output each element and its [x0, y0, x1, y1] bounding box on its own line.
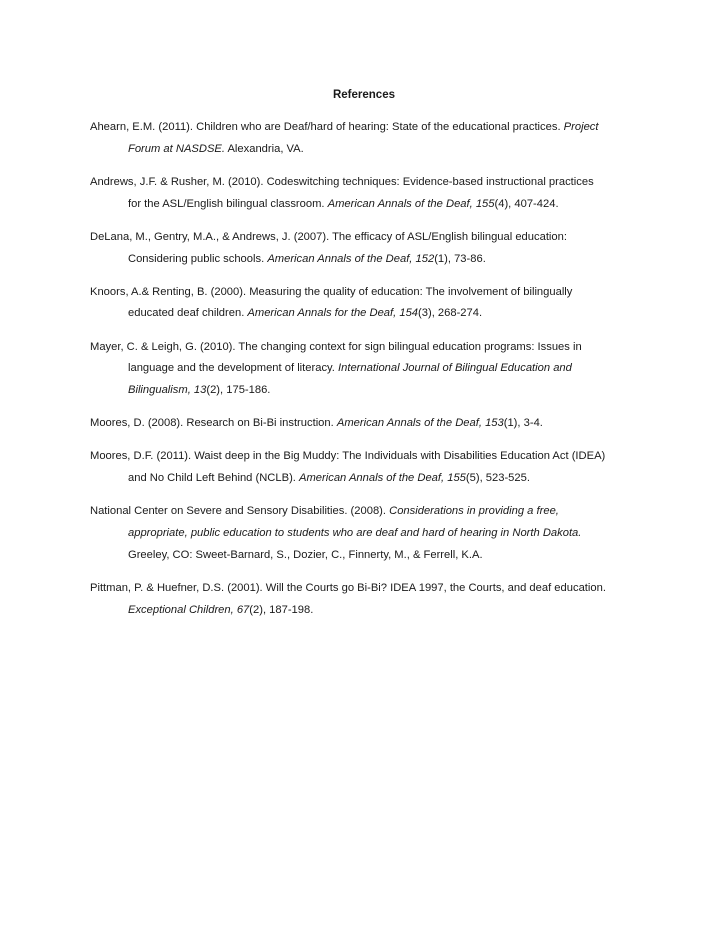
- reference-italic-text: appropriate, public education to students who are deaf and hard of hearing in North Dakota.: [128, 527, 582, 540]
- reference-entry: [90, 227, 650, 270]
- reference-italic-text: Forum at NASDSE.: [128, 142, 225, 155]
- reference-text: Knoors, A.& Renting, B. (2000). Measuring the quality of education: The involvement of bilingually: [90, 285, 573, 298]
- reference-line: [128, 600, 650, 622]
- reference-text: (5), 523-525.: [465, 472, 530, 485]
- reference-text: educated deaf children.: [128, 307, 248, 320]
- reference-list: [90, 117, 650, 633]
- reference-text: Pittman, P. & Huefner, D.S. (2001). Will the Courts go Bi-Bi? IDEA 1997, the Courts, and deaf education.: [90, 581, 606, 594]
- reference-italic-text: International Journal of Bilingual Education and: [338, 362, 572, 375]
- reference-entry: [90, 501, 650, 566]
- reference-italic-text: Bilingualism, 13: [128, 384, 207, 397]
- reference-text: language and the development of literacy.: [128, 362, 339, 375]
- reference-italic-text: American Annals of the Deaf, 153: [336, 417, 504, 430]
- reference-entry: [90, 172, 650, 215]
- reference-line: [90, 117, 650, 139]
- reference-line: [128, 303, 650, 325]
- reference-entry: [90, 446, 650, 489]
- reference-line: [90, 172, 650, 194]
- reference-text: for the ASL/English bilingual classroom.: [128, 197, 328, 210]
- reference-italic-text: Project: [563, 121, 599, 133]
- reference-text: Moores, D.F. (2011). Waist deep in the Big Muddy: The Individuals with Disabilities Education Act (IDEA): [90, 450, 606, 463]
- reference-text: (2), 187-198.: [249, 603, 314, 616]
- reference-italic-text: Considerations in providing a free,: [389, 505, 559, 518]
- reference-italic-text: American Annals for the Deaf, 154: [247, 307, 419, 320]
- reference-line: [90, 282, 650, 304]
- reference-line: [128, 139, 650, 161]
- reference-entry: [90, 282, 650, 325]
- reference-text: Alexandria, VA.: [224, 142, 304, 155]
- page-title: References: [332, 89, 395, 101]
- reference-line: [128, 194, 650, 216]
- reference-entry: [90, 337, 650, 402]
- reference-line: [128, 358, 650, 380]
- reference-text: (1), 73-86.: [434, 252, 486, 265]
- reference-text: Considering public schools.: [128, 252, 268, 265]
- reference-text: Greeley, CO: Sweet-Barnard, S., Dozier, C., Finnerty, M., & Ferrell, K.A.: [128, 548, 483, 561]
- reference-italic-text: American Annals of the Deaf, 152: [267, 252, 435, 265]
- reference-line: [90, 227, 650, 249]
- reference-line: [90, 578, 650, 600]
- reference-line: [90, 337, 650, 359]
- reference-text: (3), 268-274.: [418, 307, 483, 320]
- reference-text: National Center on Severe and Sensory Disabilities. (2008).: [90, 505, 390, 518]
- reference-entry: [90, 413, 650, 435]
- reference-text: Ahearn, E.M. (2011). Children who are Deaf/hard of hearing: State of the educational practices.: [90, 121, 564, 133]
- reference-text: DeLana, M., Gentry, M.A., & Andrews, J. (2007). The efficacy of ASL/English bilingual education:: [90, 230, 567, 243]
- reference-entry: [90, 117, 650, 160]
- reference-line: [128, 249, 650, 271]
- reference-entry: [90, 578, 650, 621]
- reference-text: and No Child Left Behind (NCLB).: [128, 472, 300, 485]
- reference-italic-text: American Annals of the Deaf, 155: [327, 197, 495, 210]
- reference-line: [128, 545, 650, 567]
- reference-text: (1), 3-4.: [503, 417, 543, 430]
- reference-italic-text: American Annals of the Deaf, 155: [299, 472, 466, 485]
- reference-line: [128, 380, 650, 402]
- reference-text: Mayer, C. & Leigh, G. (2010). The changing context for sign bilingual education programs: Issues in: [90, 340, 582, 353]
- reference-italic-text: Exceptional Children, 67: [128, 603, 250, 616]
- reference-line: [128, 523, 650, 545]
- reference-text: Moores, D. (2008). Research on Bi-Bi instruction.: [90, 417, 337, 430]
- reference-line: [90, 446, 650, 468]
- reference-line: [90, 413, 650, 435]
- reference-text: (4), 407-424.: [494, 197, 559, 210]
- reference-line: [128, 468, 650, 490]
- reference-line: [90, 501, 650, 523]
- reference-text: (2), 175-186.: [206, 384, 271, 397]
- reference-text: Andrews, J.F. & Rusher, M. (2010). Codeswitching techniques: Evidence-based instructional practices: [90, 175, 594, 188]
